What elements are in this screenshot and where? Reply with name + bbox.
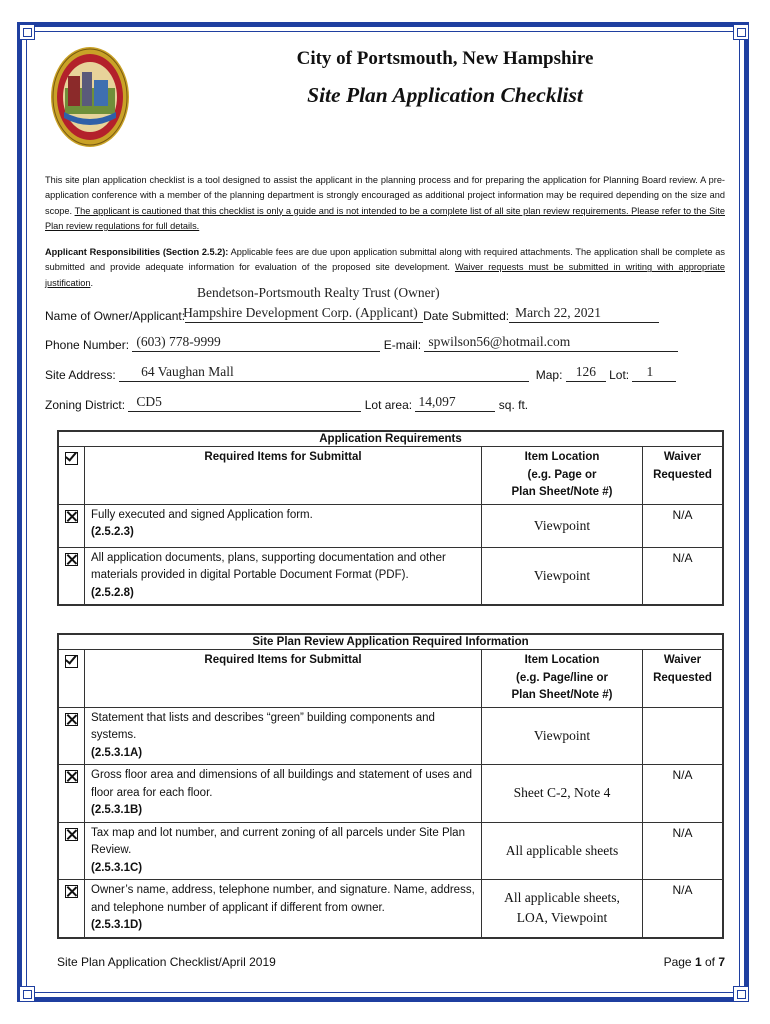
item-location[interactable]: All applicable sheets: [482, 822, 643, 880]
zoning-field[interactable]: CD5: [128, 397, 361, 412]
waiver-notice: Waiver requests must be submitted in writing with appropriate justification: [45, 262, 725, 288]
zoning-row: [45, 394, 529, 412]
table-row: All application documents, plans, supporting documentation and other materials provided in digital Portable Document Format (PDF). (2.5.2.8) Viewpoint N/A: [58, 547, 723, 605]
page-number: Page 1 of 7: [663, 955, 725, 969]
checkbox-checked[interactable]: [65, 510, 78, 523]
waiver-value[interactable]: N/A: [643, 765, 724, 823]
application-requirements-table: [57, 430, 724, 606]
intro-disclaimer: The applicant is cautioned that this checklist is only a guide and is not intended to be a complete list of all site plan review requirements. Please refer to the Site Plan review regulations for full details.: [45, 205, 725, 231]
address-label: Site Address:: [45, 368, 116, 382]
table-title: Application Requirements: [58, 431, 723, 447]
email-field[interactable]: spwilson56@hotmail.com: [424, 337, 678, 352]
column-header-waiver: Waiver Requested: [643, 650, 724, 708]
checkbox-checked[interactable]: [65, 553, 78, 566]
checkbox-checked[interactable]: [65, 713, 78, 726]
date-label: Date Submitted:: [423, 309, 510, 323]
table-row: Tax map and lot number, and current zoning of all parcels under Site Plan Review. (2.5.3.1C) All applicable sheets N/A: [58, 822, 723, 880]
map-field[interactable]: 126: [566, 367, 606, 382]
email-label: E-mail:: [383, 338, 422, 352]
corner-ornament: [19, 986, 35, 1002]
header-check-icon: [65, 452, 78, 465]
address-row: [45, 364, 676, 382]
map-label: Map:: [535, 368, 563, 382]
city-seal-icon: [50, 46, 130, 148]
footer-doc-name: Site Plan Application Checklist/April 2019: [57, 955, 276, 969]
waiver-value[interactable]: [643, 707, 724, 765]
checkbox-checked[interactable]: [65, 885, 78, 898]
waiver-value[interactable]: N/A: [643, 504, 724, 547]
checkbox-checked[interactable]: [65, 828, 78, 841]
column-header-items: Required Items for Submittal: [85, 447, 482, 505]
lot-area-label: Lot area:: [364, 398, 413, 412]
corner-ornament: [733, 24, 749, 40]
phone-label: Phone Number:: [45, 338, 130, 352]
responsibilities-heading: Applicant Responsibilities (Section 2.5.2):: [45, 247, 229, 257]
zoning-label: Zoning District:: [45, 398, 126, 412]
phone-row: [45, 334, 678, 352]
column-header-location: Item Location (e.g. Page/line or Plan Sheet/Note #): [482, 650, 643, 708]
item-location[interactable]: Sheet C-2, Note 4: [482, 765, 643, 823]
intro-text: This site plan application checklist is a tool designed to assist the applicant in the planning process and for preparing the application for Planning Board review. A pre-application conference with a member of the planning department is strongly encouraged as additional project information may be required depending on the size and scope.: [45, 175, 725, 216]
lot-area-field[interactable]: 14,097: [415, 397, 495, 412]
waiver-value[interactable]: N/A: [643, 547, 724, 605]
item-location[interactable]: Viewpoint: [482, 547, 643, 605]
waiver-value[interactable]: N/A: [643, 822, 724, 880]
column-header-location: Item Location (e.g. Page or Plan Sheet/Note #): [482, 447, 643, 505]
table-title: Site Plan Review Application Required Information: [58, 634, 723, 650]
owner-field[interactable]: Hampshire Development Corp. (Applicant): [185, 308, 423, 323]
waiver-value[interactable]: N/A: [643, 880, 724, 938]
table-row: Gross floor area and dimensions of all buildings and statement of uses and floor area for each floor. (2.5.3.1B) Sheet C-2, Note 4 N/A: [58, 765, 723, 823]
table-row: Owner’s name, address, telephone number, and signature. Name, address, and telephone number of applicant if different from owner. (2.5.3.1D) All applicable sheets, LOA, Viewpoint N/A: [58, 880, 723, 938]
lot-label: Lot:: [609, 368, 630, 382]
table-row: Statement that lists and describes “green” building components and systems. (2.5.3.1A) Viewpoint: [58, 707, 723, 765]
site-plan-review-table: [57, 633, 724, 939]
header-check-icon: [65, 655, 78, 668]
address-field[interactable]: 64 Vaughan Mall: [119, 367, 529, 382]
owner-label: Name of Owner/Applicant:: [45, 309, 186, 323]
table-row: Fully executed and signed Application form. (2.5.2.3) Viewpoint N/A: [58, 504, 723, 547]
phone-field[interactable]: (603) 778-9999: [132, 337, 380, 352]
lot-area-unit: sq. ft.: [498, 398, 529, 412]
column-header-items: Required Items for Submittal: [85, 650, 482, 708]
item-location[interactable]: Viewpoint: [482, 707, 643, 765]
owner-row: [45, 305, 659, 323]
column-header-waiver: Waiver Requested: [643, 447, 724, 505]
item-location[interactable]: All applicable sheets, LOA, Viewpoint: [482, 880, 643, 938]
checkbox-checked[interactable]: [65, 770, 78, 783]
corner-ornament: [19, 24, 35, 40]
owner-value-line1[interactable]: Bendetson-Portsmouth Realty Trust (Owner): [197, 285, 440, 300]
city-title: City of Portsmouth, New Hampshire: [296, 48, 594, 69]
item-location[interactable]: Viewpoint: [482, 504, 643, 547]
responsibilities-paragraph: Applicant Responsibilities (Section 2.5.2): Applicable fees are due upon application submittal along with required attachments. The application shall be complete as submitted and provide adequate information for evaluation of the proposed site development. Waiver requests must be submitted in writing with appropriate justification.: [45, 247, 726, 288]
lot-field[interactable]: 1: [632, 367, 676, 382]
corner-ornament: [733, 986, 749, 1002]
date-field[interactable]: March 22, 2021: [509, 308, 659, 323]
responsibilities-text: Applicable fees are due upon application submittal along with required attachments. The application shall be complete as submitted and provide adequate information for evaluation of the proposed site development.: [45, 247, 726, 273]
intro-paragraph: [45, 173, 725, 234]
document-title: Site Plan Application Checklist: [307, 83, 583, 107]
